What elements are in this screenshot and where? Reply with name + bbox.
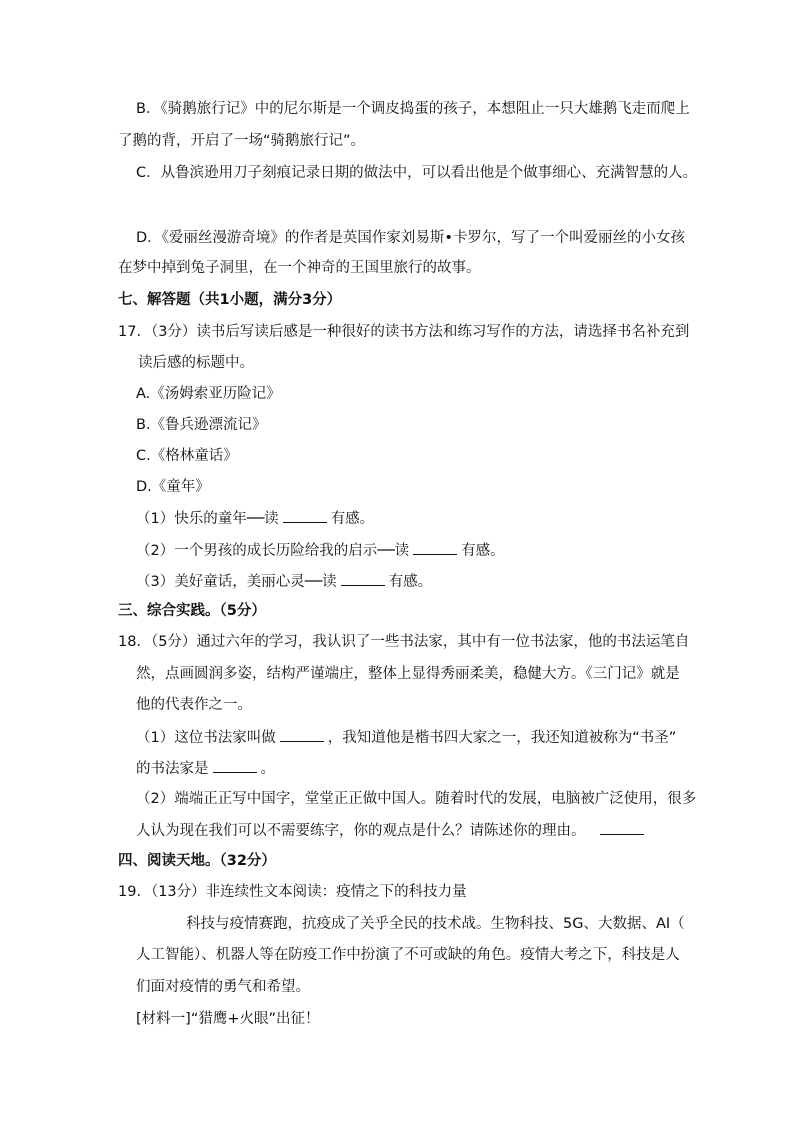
fill-item-2-prefix: （2）一个男孩的成长历险给我的启示──读	[136, 543, 410, 559]
answer-blank[interactable]	[600, 820, 644, 835]
answer-blank[interactable]	[413, 540, 457, 555]
question-17-line1: 17．（3分）读书后写读后感是一种很好的读书方法和练习写作的方法，请选择书名补充到	[118, 324, 690, 340]
answer-blank[interactable]	[280, 727, 324, 742]
question-18-line2: 然，点画圆润多姿，结构严谨端庄，整体上显得秀丽柔美，稳健大方。《三门记》就是	[136, 666, 680, 682]
answer-blank[interactable]	[341, 571, 385, 586]
question-17-line2: 读后感的标题中。	[138, 355, 254, 371]
option-b-line1: B．《骑鹅旅行记》中的尼尔斯是一个调皮捣蛋的孩子，本想阻止一只大雄鹅飞走而爬上	[136, 101, 690, 117]
option-d-line1: D．《爱丽丝漫游奇境》的作者是英国作家刘易斯•卡罗尔，写了一个叫爱丽丝的小女孩	[136, 230, 685, 246]
question-18-sub1-line2	[0, 758, 794, 779]
question-18-sub2-line1: （2）端端正正写中国字，堂堂正正做中国人。随着时代的发展，电脑被广泛使用，很多	[136, 791, 697, 807]
sub2-line2-text: 人认为现在我们可以不需要练字，你的观点是什么？请陈述你的理由。	[136, 823, 586, 839]
passage-line1: 科技与疫情赛跑，抗疫成了关乎全民的技术战。生物科技、5G、大数据、AI（	[186, 916, 685, 932]
fill-item-3	[0, 571, 794, 592]
question-18-sub1-line1	[0, 727, 794, 748]
choice-a: A.《汤姆索亚历险记》	[136, 386, 281, 402]
material-1-heading: [材料一]“猎鹰+火眼”出征！	[136, 1011, 320, 1027]
section-heading-7: 七、解答题（共1小题，满分3分）	[118, 292, 342, 308]
sub1-middle: ，我知道他是楷书四大家之一，我还知道被称为“书圣”	[327, 730, 677, 746]
passage-line3: 们面对疫情的勇气和希望。	[136, 979, 310, 995]
section-heading-3: 三、综合实践。（5分）	[118, 603, 266, 619]
fill-item-1-prefix: （1）快乐的童年──读	[136, 511, 279, 527]
choice-c: C.《格林童话》	[136, 448, 238, 464]
sub1-line2-suffix: 。	[260, 761, 275, 777]
question-18-sub2-line2	[0, 820, 794, 841]
question-18-line3: 他的代表作之一。	[136, 697, 252, 713]
choice-d: D.《童年》	[136, 479, 210, 495]
fill-item-1	[0, 508, 794, 529]
fill-item-3-suffix: 有感。	[388, 574, 433, 590]
answer-blank[interactable]	[213, 758, 257, 773]
option-c-line: C．从鲁滨逊用刀子刻痕记录日期的做法中，可以看出他是个做事细心、充满智慧的人。	[136, 165, 698, 181]
option-d-line2: 在梦中掉到兔子洞里，在一个神奇的王国里旅行的故事。	[118, 260, 481, 276]
answer-blank[interactable]	[283, 508, 327, 523]
fill-item-2	[0, 540, 794, 561]
sub1-prefix: （1）这位书法家叫做	[136, 730, 276, 746]
question-18-line1: 18．（5分）通过六年的学习，我认识了一些书法家，其中有一位书法家，他的书法运笔自	[118, 634, 690, 650]
question-19-title: 19．（13分）非连续性文本阅读：疫情之下的科技力量	[118, 884, 467, 900]
sub1-line2-prefix: 的书法家是	[136, 761, 209, 777]
passage-line2: 人工智能）、机器人等在防疫工作中扮演了不可或缺的角色。疫情大考之下，科技是人	[136, 947, 680, 963]
choice-b: B.《鲁兵逊漂流记》	[136, 417, 267, 433]
fill-item-1-suffix: 有感。	[330, 511, 375, 527]
fill-item-2-suffix: 有感。	[461, 543, 505, 559]
fill-item-3-prefix: （3）美好童话，美丽心灵──读	[136, 574, 337, 590]
option-b-line2: 了鹅的背，开启了一场“骑鹅旅行记”。	[118, 133, 366, 149]
section-heading-4: 四、阅读天地。（32分）	[118, 853, 276, 869]
